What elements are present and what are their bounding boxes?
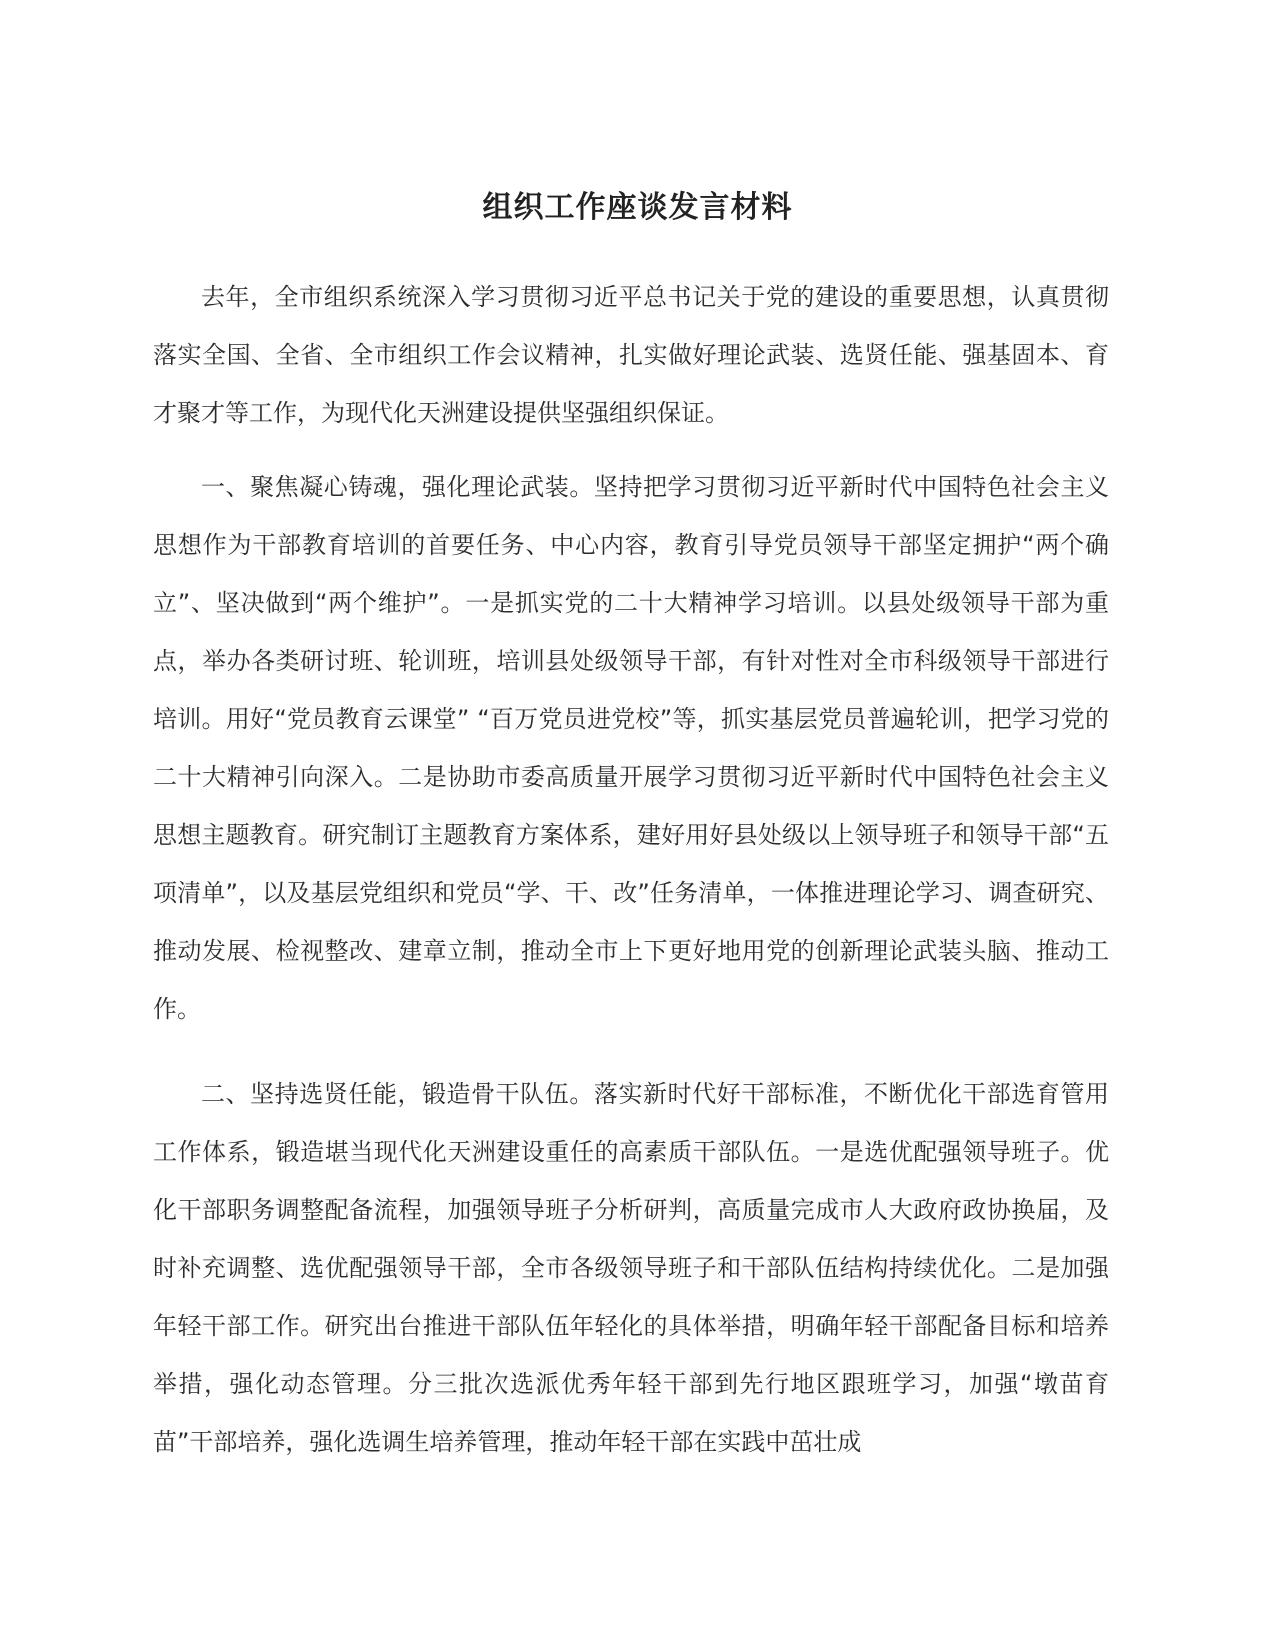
paragraph-section-two: 二、坚持选贤任能，锻造骨干队伍。落实新时代好干部标准，不断优化干部选育管用工作体系，锻造堪当现代化天洲建设重任的高素质干部队伍。一是选优配强领导班子。优化干部职务调整配备流程，加强领导班子分析研判，高质量完成市人大政府政协换届，及时补充调整、选优配强领导干部，全市各级领导班子和干部队伍结构持续优化。二是加强年轻干部工作。研究出台推进干部队伍年轻化的具体举措，明确年轻干部配备目标和培养举措，强化动态管理。分三批次选派优秀年轻干部到先行地区跟班学习，加强“墩苗育苗”干部培养，强化选调生培养管理，推动年轻干部在实践中茁壮成 <box>153 1080 1109 1456</box>
document-title: 组织工作座谈发言材料 <box>482 190 793 225</box>
paragraph-section-one: 一、聚焦凝心铸魂，强化理论武装。坚持把学习贯彻习近平新时代中国特色社会主义思想作为干部教育培训的首要任务、中心内容，教育引导党员领导干部坚定拥护“两个确立”、坚决做到“两个维护”。一是抓实党的二十大精神学习培训。以县处级领导干部为重点，举办各类研讨班、轮训班，培训县处级领导干部，有针对性对全市科级领导干部进行培训。用好“党员教育云课堂” “百万党员进党校”等，抓实基层党员普遍轮训，把学习党的二十大精神引向深入。二是协助市委高质量开展学习贯彻习近平新时代中国特色社会主义思想主题教育。研究制订主题教育方案体系，建好用好县处级以上领导班子和领导干部“五项清单”，以及基层党组织和党员“学、干、改”任务清单，一体推进理论学习、调查研究、推动发展、检视整改、建章立制，推动全市上下更好地用党的创新理论武装头脑、推动工作。 <box>153 473 1109 1023</box>
paragraph-intro: 去年，全市组织系统深入学习贯彻习近平总书记关于党的建设的重要思想，认真贯彻落实全国、全省、全市组织工作会议精神，扎实做好理论武装、选贤任能、强基固本、育才聚才等工作，为现代化天洲建设提供坚强组织保证。 <box>153 283 1109 427</box>
